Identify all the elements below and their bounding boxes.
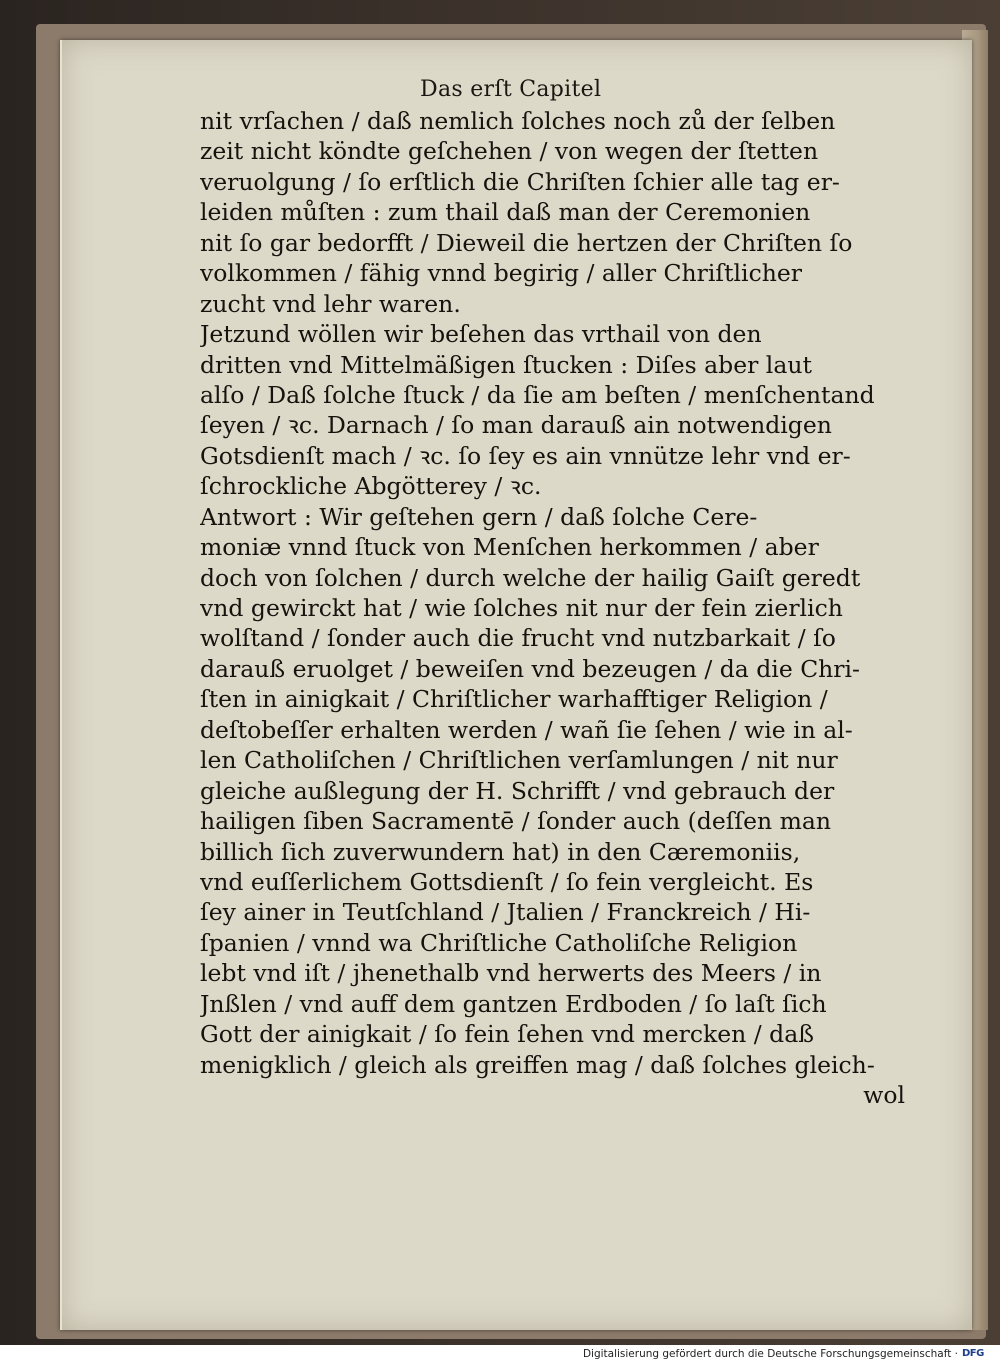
text-line: Gott der ainigkait / ſo fein ſehen vnd mercken / daß bbox=[200, 1020, 814, 1049]
text-line: dritten vnd Mittelmäßigen ſtucken : Diſes aber laut bbox=[200, 350, 812, 379]
text-line: ſeyen / ꝛc. Darnach / ſo man darauß ain notwendigen bbox=[200, 411, 832, 440]
text-line: ſpanien / vnnd wa Chriſtliche Catholiſche Religion bbox=[200, 928, 798, 957]
text-line: leiden můſten : zum thail daß man der Ceremonien bbox=[200, 198, 811, 227]
text-line: ſten in ainigkait / Chriſtlicher warhafftiger Religion / bbox=[200, 685, 828, 714]
text-line: zeit nicht köndte geſchehen / von wegen der ſtetten bbox=[200, 137, 819, 166]
text-line: darauß eruolget / beweiſen vnd bezeugen / da die Chri- bbox=[200, 654, 860, 683]
text-line: ſchrockliche Abgötterey / ꝛc. bbox=[200, 472, 542, 501]
text-line: Jnßlen / vnd auff dem gantzen Erdboden / ſo laſt ſich bbox=[200, 989, 827, 1018]
text-line: len Catholiſchen / Chriſtlichen verſamlungen / nit nur bbox=[200, 746, 838, 775]
text-line: hailigen ſiben Sacramentē / ſonder auch (deſſen man bbox=[200, 807, 832, 836]
text-line: alſo / Daß ſolche ſtuck / da ſie am beſten / menſchentand bbox=[200, 380, 875, 409]
text-line: gleiche außlegung der H. Schrifft / vnd gebrauch der bbox=[200, 776, 835, 805]
text-line: deſtobeſſer erhalten werden / wañ ſie ſehen / wie in al- bbox=[200, 715, 853, 744]
text-line: veruolgung / ſo erſtlich die Chriſten ſchier alle tag er- bbox=[200, 167, 840, 196]
text-line: lebt vnd iſt / jhenethalb vnd herwerts des Meers / in bbox=[200, 959, 822, 988]
text-line: billich ſich zuverwundern hat) in den Cæremoniis, bbox=[200, 837, 801, 866]
text-line: nit vrſachen / daß nemlich ſolches noch zů der ſelben bbox=[200, 107, 836, 135]
running-header: Das erſt Capitel bbox=[420, 77, 602, 102]
dfg-logo: DFG bbox=[962, 1348, 984, 1359]
text-line: moniæ vnnd ſtuck von Menſchen herkommen / aber bbox=[200, 533, 819, 562]
text-line: wolſtand / ſonder auch die frucht vnd nutzbarkait / ſo bbox=[200, 624, 836, 653]
body-text bbox=[200, 106, 905, 1110]
text-line: menigklich / gleich als greiffen mag / daß ſolches gleich- bbox=[200, 1050, 875, 1079]
text-line: vnd gewirckt hat / wie ſolches nit nur der fein zierlich bbox=[200, 594, 843, 622]
digitization-footer bbox=[0, 1345, 1000, 1364]
text-line: Antwort : Wir geſtehen gern / daß ſolche Cere- bbox=[200, 502, 758, 531]
text-line: Gotsdienſt mach / ꝛc. ſo ſey es ain vnnütze lehr vnd er- bbox=[200, 441, 851, 470]
funding-notice: Digitalisierung gefördert durch die Deutsche Forschungsgemeinschaft · bbox=[582, 1348, 958, 1360]
text-line: ſey ainer in Teutſchland / Jtalien / Franckreich / Hi- bbox=[200, 898, 811, 927]
text-line: doch von ſolchen / durch welche der hailig Gaiſt geredt bbox=[200, 563, 861, 592]
text-line: vnd euſſerlichem Gottsdienſt / ſo fein vergleicht. Es bbox=[200, 867, 814, 896]
text-line: Jetzund wöllen wir beſehen das vrthail von den bbox=[200, 320, 762, 349]
text-line: volkommen / fähig vnnd begirig / aller Chriſtlicher bbox=[200, 259, 803, 288]
catchword: wol bbox=[863, 1081, 905, 1109]
text-line: zucht vnd lehr waren. bbox=[200, 289, 461, 318]
text-line: nit ſo gar bedorfft / Dieweil die hertzen der Chriſten ſo bbox=[200, 228, 853, 257]
